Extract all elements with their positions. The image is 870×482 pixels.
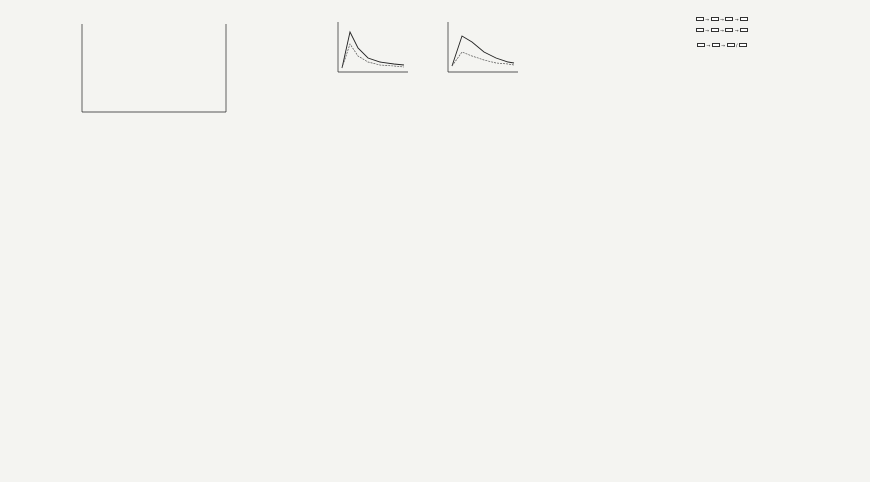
page-4-column (12, 14, 284, 462)
pathway-step-4 (739, 43, 747, 47)
flow1-step-3 (725, 17, 733, 21)
flow2-step-1 (696, 28, 704, 32)
flow-diagram-2: → → → (586, 28, 858, 35)
flow2-step-3 (725, 28, 733, 32)
graph-a (338, 22, 408, 72)
flow2-step-4 (740, 28, 748, 32)
pathway-step-3 (727, 43, 735, 47)
page-5-column (298, 14, 570, 462)
climate-chart-svg (12, 16, 284, 128)
q19-graphs-svg (298, 18, 570, 84)
flow-diagram-1: → → → (586, 17, 858, 24)
q19-graphs (298, 18, 570, 84)
graph-b (448, 22, 518, 72)
flow2-step-2 (711, 28, 719, 32)
pathway-step-1 (697, 43, 705, 47)
page-6-column (586, 14, 858, 462)
pathway-diagram: → → / (586, 43, 858, 50)
flow1-step-1 (696, 17, 704, 21)
pathway-step-2 (712, 43, 720, 47)
climate-chart (12, 16, 284, 128)
flow1-step-4 (740, 17, 748, 21)
flow1-step-2 (711, 17, 719, 21)
